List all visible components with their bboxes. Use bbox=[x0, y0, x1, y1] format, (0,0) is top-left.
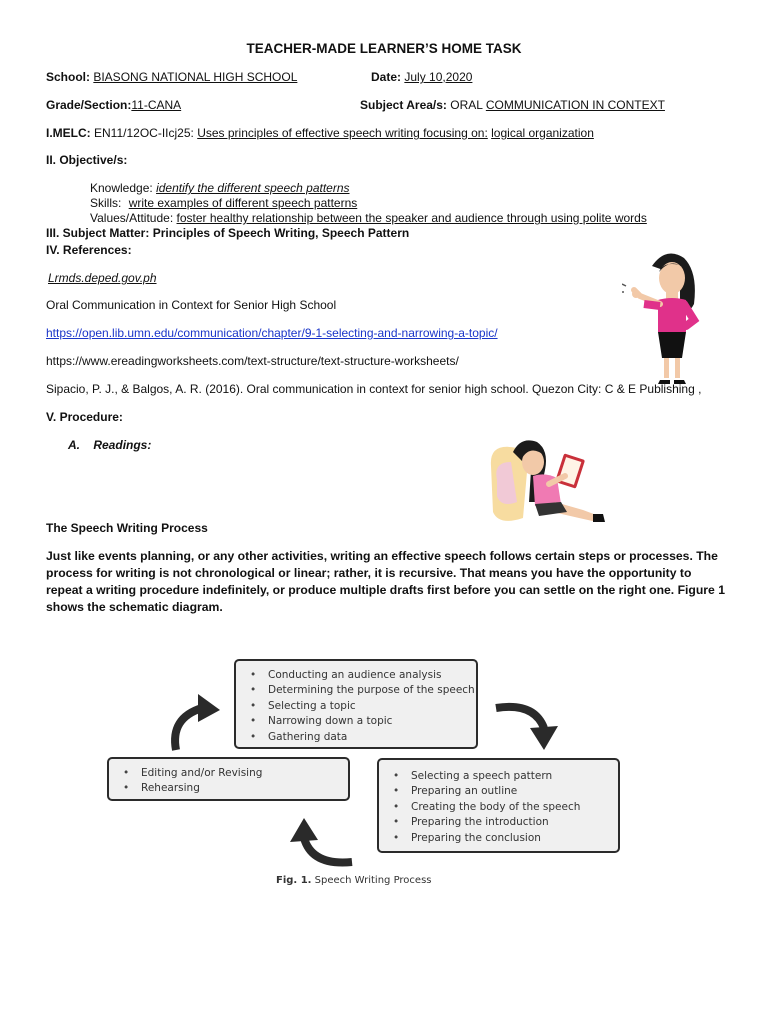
diagram-step: • Editing and/or Revising bbox=[119, 766, 348, 781]
knowledge-label: Knowledge: bbox=[90, 181, 153, 195]
ref-book: Oral Communication in Context for Senior High School bbox=[46, 298, 337, 312]
grade-line bbox=[46, 98, 181, 112]
diagram-step: • Narrowing down a topic bbox=[246, 714, 476, 729]
melc-code: EN11/12OC-IIcj25: bbox=[94, 126, 194, 140]
diagram-step: • Preparing the conclusion bbox=[389, 831, 618, 846]
melc-line bbox=[46, 126, 594, 140]
values-line bbox=[90, 211, 647, 225]
teacher-pointing-illustration bbox=[622, 246, 718, 386]
subject-matter-text: Principles of Speech Writing, Speech Pattern bbox=[152, 226, 410, 240]
diagram-box-top bbox=[234, 659, 478, 749]
figure-caption-text: Speech Writing Process bbox=[314, 875, 432, 886]
subject-line bbox=[360, 98, 665, 112]
girl-reading-illustration bbox=[487, 432, 607, 530]
school-line bbox=[46, 70, 297, 84]
values-value: foster healthy relationship between the speaker and audience through using polite words bbox=[176, 211, 647, 225]
ref-citation: Sipacio, P. J., & Balgos, A. R. (2016). Oral communication in context for senior high school. Quezon City: C & E Publishing , bbox=[46, 382, 702, 396]
diagram-box-left bbox=[107, 757, 350, 801]
subject-value: COMMUNICATION IN CONTEXT bbox=[485, 98, 665, 112]
subject-prefix: ORAL bbox=[450, 98, 483, 112]
diagram-step: • Preparing the introduction bbox=[389, 815, 618, 830]
curved-arrow-up-right-icon bbox=[160, 690, 226, 754]
knowledge-value: identify the different speech patterns bbox=[156, 181, 350, 195]
page-title: TEACHER-MADE LEARNER’S HOME TASK bbox=[246, 41, 522, 56]
process-paragraph: Just like events planning, or any other activities, writing an effective speech follows certain steps or processes. The process for writing is not chronological or linear; rather, it is recursive. That means you have the opportunity to repeat a writing procedure indefinitely, or produce multiple drafts first before you can settle on the right one. Figure 1 shows the schematic diagram. bbox=[46, 549, 725, 614]
references-heading: IV. References: bbox=[46, 243, 132, 257]
figure-caption-label: Fig. 1. bbox=[276, 875, 312, 886]
skills-label: Skills: bbox=[90, 196, 122, 210]
readings-line bbox=[68, 438, 151, 452]
skills-line bbox=[90, 196, 357, 210]
date-label: Date: bbox=[371, 70, 402, 84]
date-value: July 10,2020 bbox=[404, 70, 473, 84]
school-value: BIASONG NATIONAL HIGH SCHOOL bbox=[93, 70, 298, 84]
subject-matter-line bbox=[46, 226, 409, 240]
values-label: Values/Attitude: bbox=[90, 211, 174, 225]
date-line bbox=[371, 70, 472, 84]
objectives-heading: II. Objective/s: bbox=[46, 153, 128, 167]
readings-marker: A. bbox=[68, 438, 80, 452]
grade-value: 11-CANA bbox=[131, 98, 182, 112]
figure-caption bbox=[276, 875, 432, 886]
grade-label: Grade/Section: bbox=[46, 98, 132, 112]
procedure-heading: V. Procedure: bbox=[46, 410, 123, 424]
melc-label: I.MELC: bbox=[46, 126, 91, 140]
readings-label: Readings: bbox=[93, 438, 152, 452]
diagram-step: • Selecting a speech pattern bbox=[389, 769, 618, 784]
melc-focus: logical organization bbox=[491, 126, 594, 140]
ref-url-umn[interactable]: https://open.lib.umn.edu/communication/chapter/9-1-selecting-and-narrowing-a-topic/ bbox=[46, 326, 498, 340]
diagram-step: • Creating the body of the speech bbox=[389, 800, 618, 815]
knowledge-line bbox=[90, 181, 350, 195]
curved-arrow-down-right-icon bbox=[490, 698, 560, 754]
skills-value: write examples of different speech patterns bbox=[128, 196, 358, 210]
melc-text: Uses principles of effective speech writing focusing on: bbox=[197, 126, 488, 140]
section-title: The Speech Writing Process bbox=[46, 521, 208, 535]
subject-label: Subject Area/s: bbox=[360, 98, 447, 112]
ref-url-ereading: https://www.ereadingworksheets.com/text-structure/text-structure-worksheets/ bbox=[46, 354, 459, 368]
diagram-step: • Determining the purpose of the speech bbox=[246, 683, 476, 698]
diagram-step: • Gathering data bbox=[246, 730, 476, 745]
diagram-step: • Conducting an audience analysis bbox=[246, 668, 476, 683]
diagram-step: • Rehearsing bbox=[119, 781, 348, 796]
curved-arrow-left-up-icon bbox=[286, 812, 358, 868]
diagram-box-right bbox=[377, 758, 620, 853]
ref-lrmds: Lrmds.deped.gov.ph bbox=[48, 271, 157, 285]
diagram-step: • Preparing an outline bbox=[389, 784, 618, 799]
subject-matter-label: III. Subject Matter: bbox=[46, 226, 150, 240]
school-label: School: bbox=[46, 70, 90, 84]
diagram-step: • Selecting a topic bbox=[246, 699, 476, 714]
